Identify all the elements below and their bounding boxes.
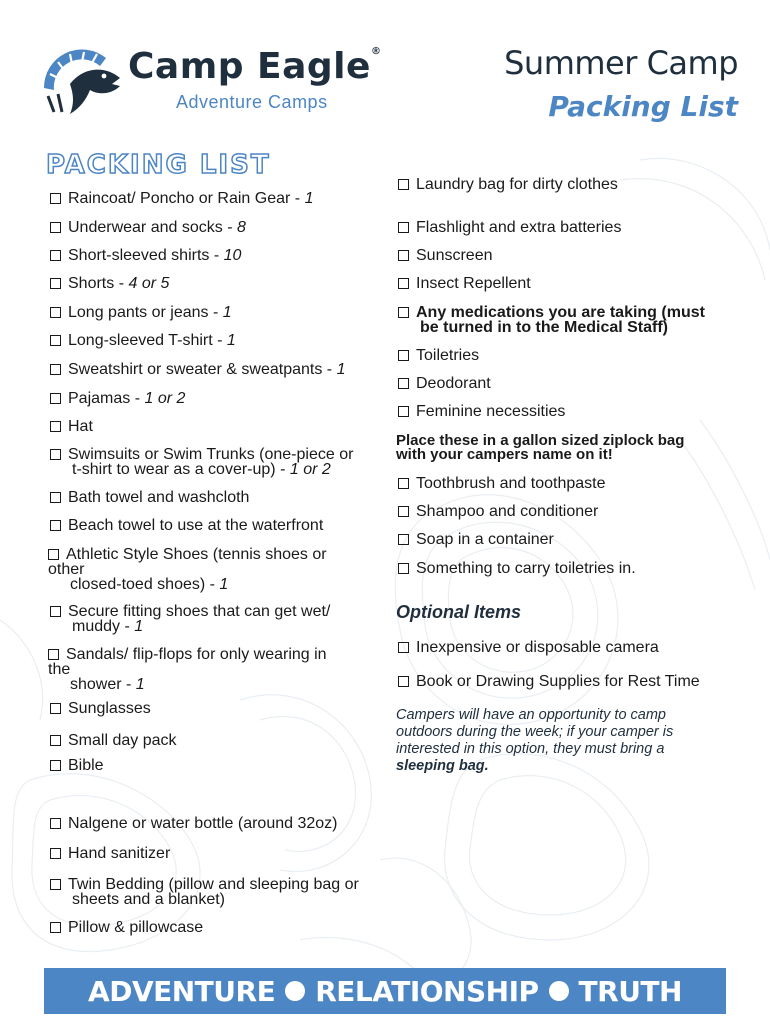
checklist-item[interactable]: Laundry bag for dirty clothes (398, 177, 618, 192)
checklist-item[interactable]: Inexpensive or disposable camera (398, 640, 659, 655)
title-packing-list: Packing List (548, 90, 738, 123)
checklist-item[interactable]: Bible (50, 758, 104, 773)
checkbox-icon[interactable] (50, 735, 61, 746)
checkbox-icon[interactable] (398, 350, 409, 361)
brand-name: Camp Eagle® (128, 46, 382, 87)
checklist-item[interactable]: Feminine necessities (398, 404, 565, 419)
checklist-item[interactable]: Twin Bedding (pillow and sleeping bag or sheets and a blanket) (50, 877, 359, 907)
checklist-item[interactable]: Shorts - 4 or 5 (50, 276, 169, 291)
checkbox-icon[interactable] (398, 378, 409, 389)
checkbox-icon[interactable] (398, 506, 409, 517)
checkbox-icon[interactable] (50, 879, 61, 890)
checkbox-icon[interactable] (50, 606, 61, 617)
checkbox-icon[interactable] (398, 278, 409, 289)
checkbox-icon[interactable] (50, 335, 61, 346)
checklist-item[interactable]: Hand sanitizer (50, 846, 170, 861)
checkbox-icon[interactable] (398, 534, 409, 545)
checkbox-icon[interactable] (398, 307, 409, 318)
checklist-item[interactable]: Raincoat/ Poncho or Rain Gear - 1 (50, 191, 313, 206)
checklist-item[interactable]: Toiletries (398, 348, 479, 363)
checkbox-icon[interactable] (50, 760, 61, 771)
checklist-item[interactable]: Athletic Style Shoes (tennis shoes or other closed-toed shoes) - 1 (48, 546, 327, 593)
checklist-item[interactable]: Flashlight and extra batteries (398, 220, 621, 235)
checklist-item[interactable]: Deodorant (398, 376, 491, 391)
checklist-item[interactable]: Hat (50, 419, 93, 434)
checkbox-icon[interactable] (50, 421, 61, 432)
campers-camping-note: Campers will have an opportunity to camp outdoors during the week; if your camper is interested in this option, they must bring a sleeping bag. (396, 707, 674, 774)
checkbox-icon[interactable] (398, 179, 409, 190)
checkbox-icon[interactable] (50, 492, 61, 503)
checkbox-icon[interactable] (50, 449, 61, 460)
checklist-item[interactable]: Short-sleeved shirts - 10 (50, 248, 241, 263)
bullet-dot-icon (549, 981, 569, 1001)
checkbox-icon[interactable] (50, 922, 61, 933)
checkbox-icon[interactable] (398, 250, 409, 261)
checkbox-icon[interactable] (398, 642, 409, 653)
footer-word-adventure: ADVENTURE (88, 974, 276, 1008)
checklist-item[interactable]: Swimsuits or Swim Trunks (one-piece or t-shirt to wear as a cover-up) - 1 or 2 (50, 447, 353, 477)
camp-eagle-logo (40, 44, 400, 124)
checklist-item[interactable]: Pajamas - 1 or 2 (50, 391, 185, 406)
checklist-item[interactable]: Underwear and socks - 8 (50, 220, 246, 235)
checkbox-icon[interactable] (50, 364, 61, 375)
checklist-item[interactable]: Long-sleeved T-shirt - 1 (50, 333, 236, 348)
checkbox-icon[interactable] (50, 307, 61, 318)
checkbox-icon[interactable] (398, 563, 409, 574)
checklist-item-medications[interactable]: Any medications you are taking (must be turned in to the Medical Staff) (398, 305, 705, 335)
checklist-item[interactable]: Insect Repellent (398, 276, 531, 291)
bullet-dot-icon (285, 981, 305, 1001)
checkbox-icon[interactable] (48, 549, 59, 560)
checkbox-icon[interactable] (50, 703, 61, 714)
checkbox-icon[interactable] (50, 278, 61, 289)
checklist-item[interactable]: Sunglasses (50, 701, 151, 716)
checkbox-icon[interactable] (50, 222, 61, 233)
checklist-item[interactable]: Sunscreen (398, 248, 493, 263)
eagle-logo-icon (40, 44, 124, 116)
checklist-item[interactable]: Secure fitting shoes that can get wet/ muddy - 1 (50, 604, 330, 634)
checklist-item[interactable]: Sandals/ flip-flops for only wearing in the shower - 1 (48, 646, 327, 693)
ziplock-note: Place these in a gallon sized ziplock bag with your campers name on it! (396, 432, 685, 463)
checklist-item[interactable]: Small day pack (50, 733, 177, 748)
checklist-item[interactable]: Pillow & pillowcase (50, 920, 203, 935)
checklist-item[interactable]: Beach towel to use at the waterfront (50, 518, 323, 533)
checklist-item[interactable]: Bath towel and washcloth (50, 490, 249, 505)
checkbox-icon[interactable] (398, 406, 409, 417)
checkbox-icon[interactable] (398, 222, 409, 233)
packing-list-heading: PACKING LIST (46, 150, 271, 180)
title-summer-camp: Summer Camp (504, 44, 738, 82)
checklist-item[interactable]: Sweatshirt or sweater & sweatpants - 1 (50, 362, 345, 377)
checkbox-icon[interactable] (50, 393, 61, 404)
checklist-item[interactable]: Toothbrush and toothpaste (398, 476, 605, 491)
footer-word-relationship: RELATIONSHIP (315, 974, 539, 1008)
checkbox-icon[interactable] (50, 193, 61, 204)
checkbox-icon[interactable] (48, 649, 59, 660)
checklist-item[interactable]: Nalgene or water bottle (around 32oz) (50, 816, 338, 831)
checkbox-icon[interactable] (50, 818, 61, 829)
optional-items-heading: Optional Items (396, 602, 522, 622)
checklist-item[interactable]: Long pants or jeans - 1 (50, 305, 232, 320)
checkbox-icon[interactable] (398, 478, 409, 489)
checkbox-icon[interactable] (50, 520, 61, 531)
checklist-item[interactable]: Shampoo and conditioner (398, 504, 598, 519)
checkbox-icon[interactable] (398, 676, 409, 687)
values-footer-banner (44, 968, 726, 1014)
document-title (504, 44, 738, 123)
checklist-item[interactable]: Book or Drawing Supplies for Rest Time (398, 674, 700, 689)
checkbox-icon[interactable] (50, 250, 61, 261)
checklist-item[interactable]: Soap in a container (398, 532, 554, 547)
checklist-item[interactable]: Something to carry toiletries in. (398, 561, 636, 576)
footer-word-truth: TRUTH (578, 974, 682, 1008)
checkbox-icon[interactable] (50, 848, 61, 859)
brand-tagline: Adventure Camps (176, 92, 328, 112)
